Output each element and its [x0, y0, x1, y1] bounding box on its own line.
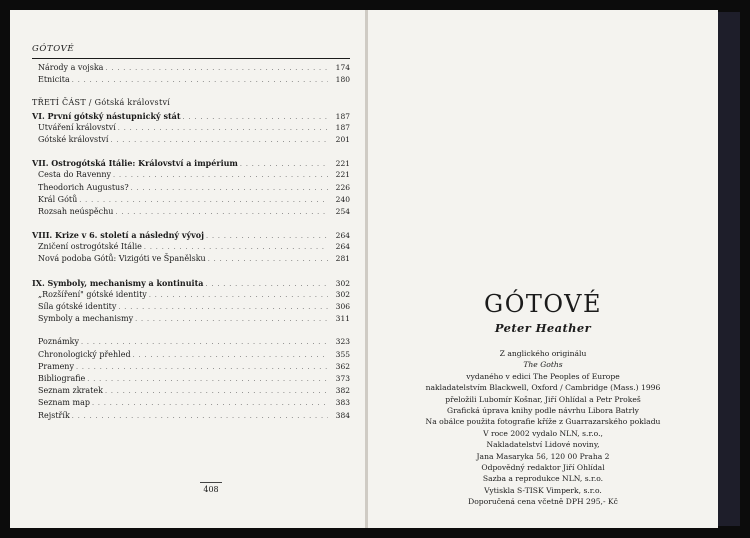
- toc-entry-title: Theodorich Augustus?: [38, 182, 129, 192]
- dot-leader: [118, 124, 328, 132]
- imprint-line: Sazba a reprodukce NLN, s.r.o.: [482, 474, 604, 484]
- imprint-line: nakladatelstvím Blackwell, Oxford / Cambridge (Mass.) 1996: [425, 383, 661, 393]
- dot-leader: [105, 64, 328, 72]
- toc-entry: [32, 195, 350, 207]
- toc-entry-title: Bibliografie: [38, 373, 86, 383]
- dot-leader: [133, 351, 328, 359]
- toc-entry-title: Symboly a mechanismy: [38, 314, 134, 324]
- toc-entry-title: Síla gótské identity: [38, 302, 117, 311]
- dot-leader: [76, 363, 328, 371]
- toc-entry: [32, 314, 350, 326]
- dot-leader: [72, 76, 328, 84]
- toc-entry-title: Seznam map: [38, 398, 90, 408]
- toc-entry-title: Poznámky: [38, 337, 79, 347]
- imprint-line: vydaného v edici The Peoples of Europe: [466, 371, 620, 381]
- toc-entry: [32, 158, 350, 170]
- toc-entry-page: 311: [335, 314, 350, 324]
- dot-leader: [206, 232, 328, 240]
- toc-entry-title: Národy a vojska: [38, 63, 104, 72]
- toc-entry-page: 383: [335, 398, 350, 408]
- dot-leader: [92, 399, 328, 407]
- imprint-line: Grafická úprava knihy podle návrhu Libora Batrly: [447, 406, 639, 416]
- imprint-line: The Goths: [523, 360, 563, 370]
- imprint-line: V roce 2002 vydalo NLN, s.r.o.,: [483, 428, 603, 438]
- toc-entry-title: Utváření království: [38, 122, 116, 132]
- toc-entry: [32, 374, 350, 386]
- toc-entry: [32, 111, 350, 123]
- page-number: 408: [200, 482, 222, 494]
- dot-leader: [131, 184, 328, 192]
- toc-entry-title: VI. První gótský nástupnický stát: [32, 110, 181, 121]
- toc-entry: [32, 350, 350, 362]
- toc-entry: [32, 278, 350, 290]
- toc-entry: [32, 242, 350, 254]
- dot-leader: [183, 113, 328, 121]
- toc-entry: [32, 302, 350, 314]
- toc-entry: [32, 290, 350, 302]
- toc-entry: [32, 398, 350, 410]
- dot-leader: [205, 280, 328, 288]
- toc-entry-page: 264: [335, 231, 350, 241]
- toc-gap: [32, 267, 350, 278]
- toc-entry: [32, 135, 350, 147]
- imprint-block: [368, 348, 718, 508]
- imprint-line: Nakladatelství Lidové noviny,: [486, 440, 600, 450]
- toc-entry-title: Král Gótů: [38, 194, 78, 204]
- toc-entry-page: 187: [335, 122, 350, 132]
- toc-entry-page: 302: [335, 278, 350, 288]
- imprint-line: Odpovědný redaktor Jiří Ohlídal: [481, 463, 605, 473]
- dot-leader: [135, 315, 328, 323]
- toc-entry: [32, 98, 350, 110]
- toc-entry-title: „Rozšíření" gótské identity: [38, 289, 147, 299]
- dot-leader: [144, 243, 328, 251]
- toc-gap: [32, 219, 350, 230]
- dot-leader: [87, 375, 328, 383]
- toc-entry-title: Seznam zkratek: [38, 386, 103, 396]
- dot-leader: [113, 171, 328, 179]
- toc-entry: [32, 230, 350, 242]
- toc-entry-title: TŘETÍ ČÁST / Gótská království: [32, 98, 171, 108]
- dot-leader: [118, 303, 328, 311]
- toc-entry-title: Rejstřík: [38, 410, 70, 420]
- dot-leader: [81, 338, 328, 346]
- toc-entry-title: Chronologický přehled: [38, 349, 131, 359]
- toc-entry-page: 373: [335, 373, 350, 383]
- toc-entry-page: 187: [335, 111, 350, 121]
- dot-leader: [240, 160, 328, 168]
- book-cover-edge: [718, 12, 740, 526]
- toc-entry: [32, 386, 350, 398]
- left-page: [10, 10, 365, 528]
- toc-entry-title: Prameny: [38, 361, 74, 371]
- dot-leader: [105, 387, 328, 395]
- toc-entry: [32, 75, 350, 87]
- book-author: Peter Heather: [494, 321, 592, 335]
- toc-entry-page: 240: [335, 194, 350, 204]
- book-title: GÓTOVÉ: [484, 290, 602, 318]
- toc-entry-page: 306: [335, 302, 350, 311]
- toc-entry-page: 384: [335, 410, 350, 420]
- dot-leader: [79, 196, 328, 204]
- toc-entry: [32, 337, 350, 349]
- dot-leader: [149, 291, 328, 299]
- toc-entry-title: Zničení ostrogótské Itálie: [38, 242, 142, 252]
- toc-entry-title: Gótské království: [38, 134, 109, 144]
- imprint-line: Z anglického originálu: [499, 349, 587, 358]
- toc-entry: [32, 254, 350, 266]
- toc-entry-page: 180: [335, 75, 350, 85]
- imprint-line: Jana Masaryka 56, 120 00 Praha 2: [476, 451, 610, 461]
- toc-entry: [32, 63, 350, 75]
- toc-entry-title: Etnicita: [38, 75, 70, 85]
- toc-entry-page: 355: [335, 349, 350, 359]
- toc-entry-title: Cesta do Ravenny: [38, 170, 112, 180]
- toc-entry-title: IX. Symboly, mechanismy a kontinuita: [32, 277, 204, 288]
- running-header: GÓTOVÉ: [32, 44, 75, 54]
- imprint-line: Doporučená cena včetně DPH 295,- Kč: [468, 497, 618, 507]
- toc-entry-page: 174: [335, 63, 350, 72]
- toc-entry-page: 264: [335, 242, 350, 252]
- toc-entry-title: Rozsah neúspěchu: [38, 206, 114, 216]
- toc-entry-title: VIII. Krize v 6. století a následný vývoj: [32, 230, 205, 241]
- table-of-contents: [32, 63, 350, 423]
- dot-leader: [208, 255, 328, 263]
- toc-entry-page: 302: [335, 289, 350, 299]
- toc-entry-page: 201: [335, 134, 350, 144]
- imprint-line: Vytiskla S-TISK Vimperk, s.r.o.: [484, 485, 602, 495]
- toc-entry: [32, 362, 350, 374]
- toc-entry-page: 226: [335, 182, 350, 192]
- toc-entry: [32, 123, 350, 135]
- toc-gap: [32, 147, 350, 158]
- header-rule: [32, 58, 350, 59]
- toc-entry-title: VII. Ostrogótská Itálie: Království a impérium: [32, 158, 238, 169]
- dot-leader: [110, 136, 328, 144]
- toc-entry-page: 221: [335, 159, 350, 169]
- imprint-line: přeložili Lubomír Košnar, Jiří Ohlídal a Petr Prokeš: [445, 394, 641, 404]
- imprint-line: Na obálce použita fotografie kříže z Guarrazarského pokladu: [425, 417, 661, 427]
- toc-entry: [32, 411, 350, 423]
- right-page: [368, 10, 718, 528]
- toc-entry-page: 323: [335, 337, 350, 347]
- toc-gap: [32, 87, 350, 98]
- toc-entry-title: Nová podoba Gótů: Vizigóti ve Španělsku: [38, 254, 206, 264]
- toc-entry: [32, 207, 350, 219]
- dot-leader: [115, 208, 328, 216]
- toc-entry-page: 281: [335, 254, 350, 264]
- toc-entry: [32, 170, 350, 182]
- toc-gap: [32, 326, 350, 337]
- dot-leader: [72, 412, 328, 420]
- toc-entry-page: 254: [335, 206, 350, 216]
- toc-entry-page: 362: [335, 361, 350, 371]
- toc-entry: [32, 183, 350, 195]
- toc-entry-page: 221: [335, 170, 350, 180]
- toc-entry-page: 382: [335, 386, 350, 396]
